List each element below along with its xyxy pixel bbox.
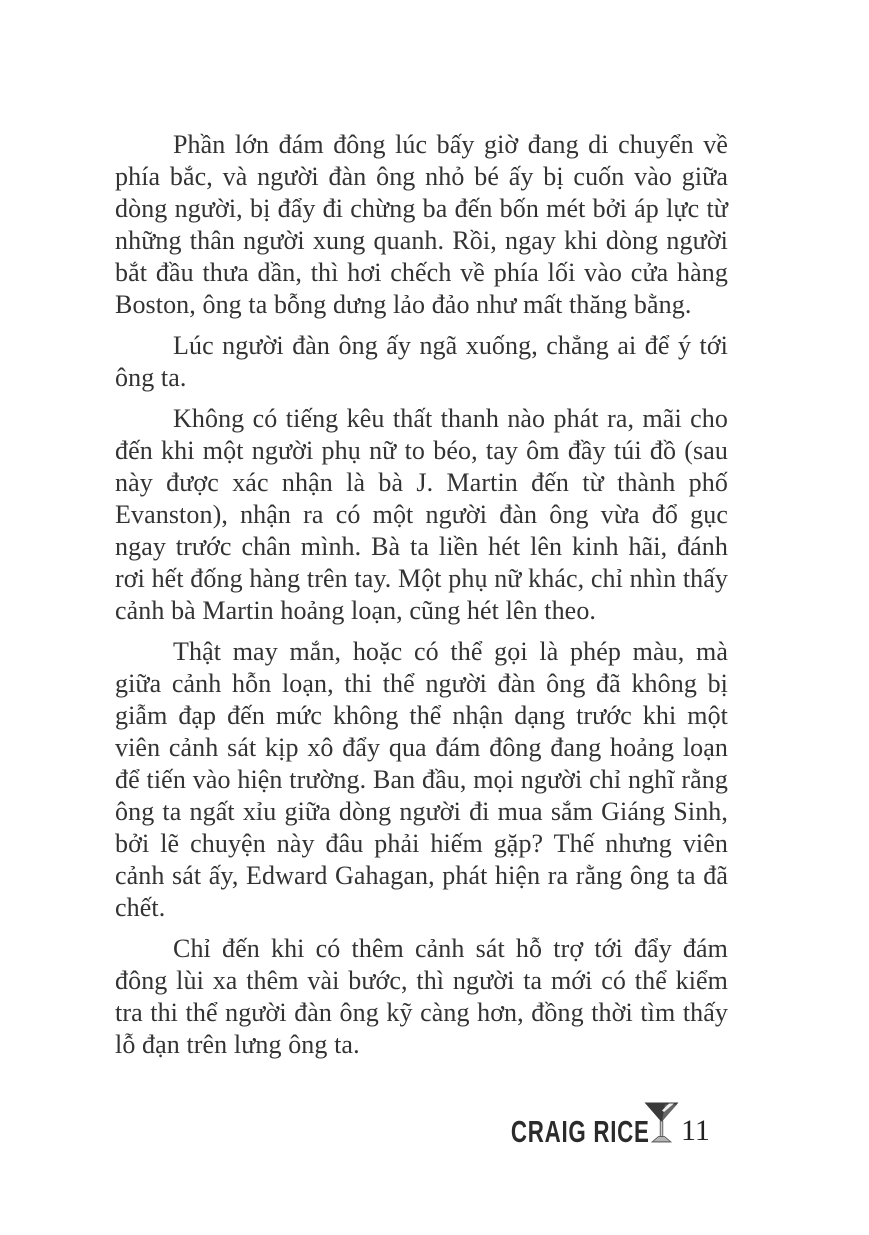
- page-number: 11: [681, 1114, 710, 1147]
- paragraph: Lúc người đàn ông ấy ngã xuống, chẳng ai để ý tới ông ta.: [115, 331, 728, 392]
- page-footer: [0, 1100, 869, 1149]
- paragraph: Không có tiếng kêu thất thanh nào phát ra, mãi cho đến khi một người phụ nữ to béo, tay ôm đầy túi đồ (sau này được xác nhận là bà J. Martin đến từ thành phố Evanston), nhận ra có một người đàn ông vừa đổ gục ngay trước chân mình. Bà ta liền hét lên kinh hãi, đánh rơi hết đống hàng trên tay. Một phụ nữ khác, chỉ nhìn thấy cảnh bà Martin hoảng loạn, cũng hét lên theo.: [115, 404, 728, 625]
- page-body: [115, 129, 728, 1070]
- paragraph: Phần lớn đám đông lúc bấy giờ đang di chuyển về phía bắc, và người đàn ông nhỏ bé ấy bị cuốn vào giữa dòng người, bị đẩy đi chừng ba đến bốn mét bởi áp lực từ những thân người xung quanh. Rồi, ngay khi dòng người bắt đầu thưa dần, thì hơi chếch về phía lối vào cửa hàng Boston, ông ta bỗng dưng lảo đảo như mất thăng bằng.: [115, 130, 728, 319]
- paragraph: Chỉ đến khi có thêm cảnh sát hỗ trợ tới đẩy đám đông lùi xa thêm vài bước, thì người ta mới có thể kiểm tra thi thể người đàn ông kỹ càng hơn, đồng thời tìm thấy lỗ đạn trên lưng ông ta.: [115, 934, 728, 1059]
- paragraph: Thật may mắn, hoặc có thể gọi là phép màu, mà giữa cảnh hỗn loạn, thi thể người đàn ông đã không bị giẫm đạp đến mức không thể nhận dạng trước khi một viên cảnh sát kịp xô đẩy qua đám đông đang hoảng loạn để tiến vào hiện trường. Ban đầu, mọi người chỉ nghĩ rằng ông ta ngất xỉu giữa dòng người đi mua sắm Giáng Sinh, bởi lẽ chuyện này đâu phải hiếm gặp? Thế nhưng viên cảnh sát ấy, Edward Gahagan, phát hiện ra rằng ông ta đã chết.: [115, 637, 728, 922]
- martini-glass-icon: [644, 1102, 679, 1143]
- author-name: CRAIG RICE: [511, 1114, 650, 1149]
